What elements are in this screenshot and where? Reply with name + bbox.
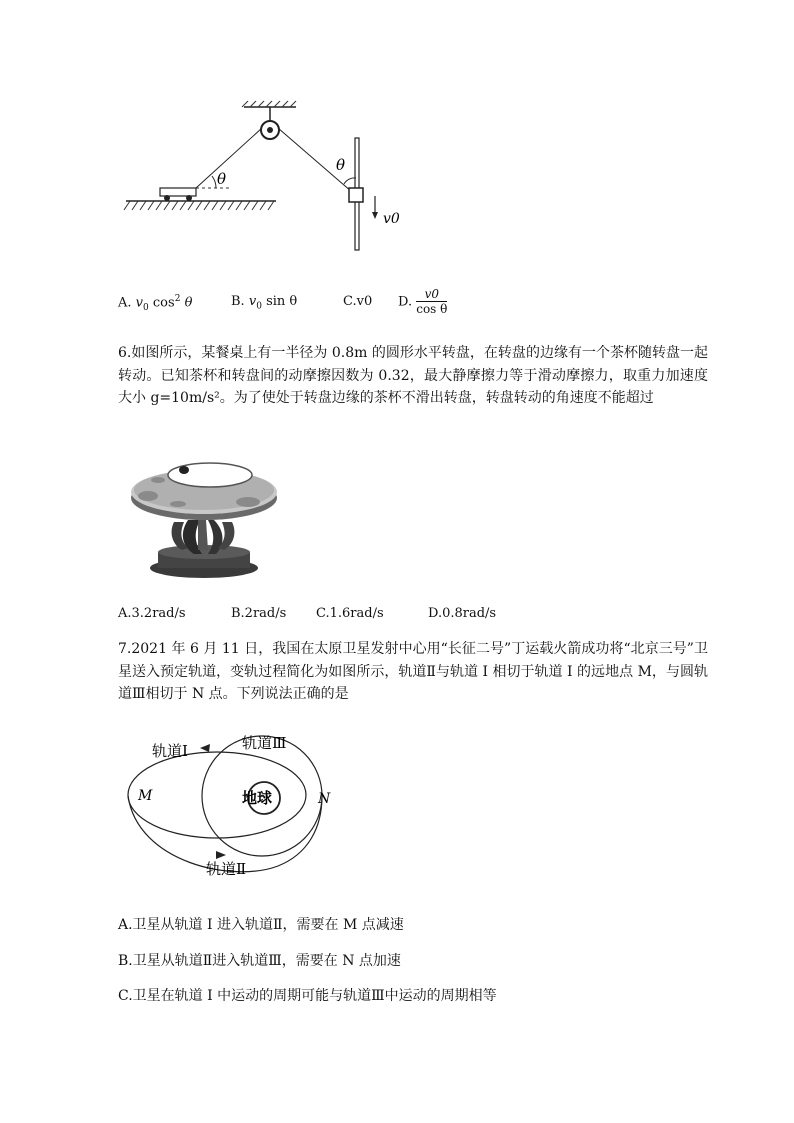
q6-option-a: A.3.2rad/s [118,606,186,621]
q5-option-d-fraction: $\frac{v0}{\text{cos θ}}$ [416,287,448,316]
point-n-label: N [318,791,331,807]
q6-option-b: B.2rad/s [231,606,287,621]
velocity-label: v0 [383,211,400,227]
orbit-diagram [118,728,358,888]
teacup [179,466,189,474]
theta-right-label: θ [336,156,346,174]
q7-stem: 7.2021 年 6 月 11 日，我国在太原卫星发射中心用“长征二号”丁运载火箭成功将“北京三号”卫星送入预定轨道，变轨过程简化为如图所示，轨道Ⅱ与轨道 I 相切于轨道 I 的远地点 M，与圆轨道Ⅲ相切于 N 点。下列说法正确的是 [118,641,708,702]
pulley-figure [120,100,420,260]
q7-option-a: A.卫星从轨道 I 进入轨道Ⅱ，需要在 M 点减速 [118,917,404,933]
theta-left-label: θ [217,170,227,188]
point-m-label: M [138,788,153,804]
earth-label: 地球 [242,789,273,807]
q7-option-c: C.卫星在轨道 I 中运动的周期可能与轨道Ⅲ中运动的周期相等 [118,988,497,1004]
q6-option-c: C.1.6rad/s [316,606,384,621]
orbit-1-label: 轨道Ⅰ [152,742,188,760]
q5-option-c: C.v0 [343,294,373,309]
turntable-disk [168,463,252,487]
q5-option-b: B. $v_0$ sin θ [231,294,298,312]
orbit-2-label: 轨道Ⅱ [206,860,247,878]
q5-option-a: A. $v_0$ $\cos^2 \theta$ [118,294,193,313]
q5-option-d: D. $\frac{v0}{\text{cos θ}}$ [398,287,448,316]
q7-option-b: B.卫星从轨道Ⅱ进入轨道Ⅲ，需要在 N 点加速 [118,953,401,969]
slider-block [349,188,363,202]
turntable-photo [128,450,278,582]
q6-option-d: D.0.8rad/s [428,606,497,621]
orbit-3-label: 轨道Ⅲ [242,734,287,752]
q6-stem: 6.如图所示，某餐桌上有一半径为 0.8m 的圆形水平转盘，在转盘的边缘有一个茶杯随转盘一起转动。已知茶杯和转盘间的动摩擦因数为 0.32，最大静摩擦力等于滑动摩擦力，取重力加速度大小 g=10m/s²。为了使处于转盘边缘的茶杯不滑出转盘，转盘转动的角速度不能超过 [118,345,708,406]
cart [160,188,196,196]
